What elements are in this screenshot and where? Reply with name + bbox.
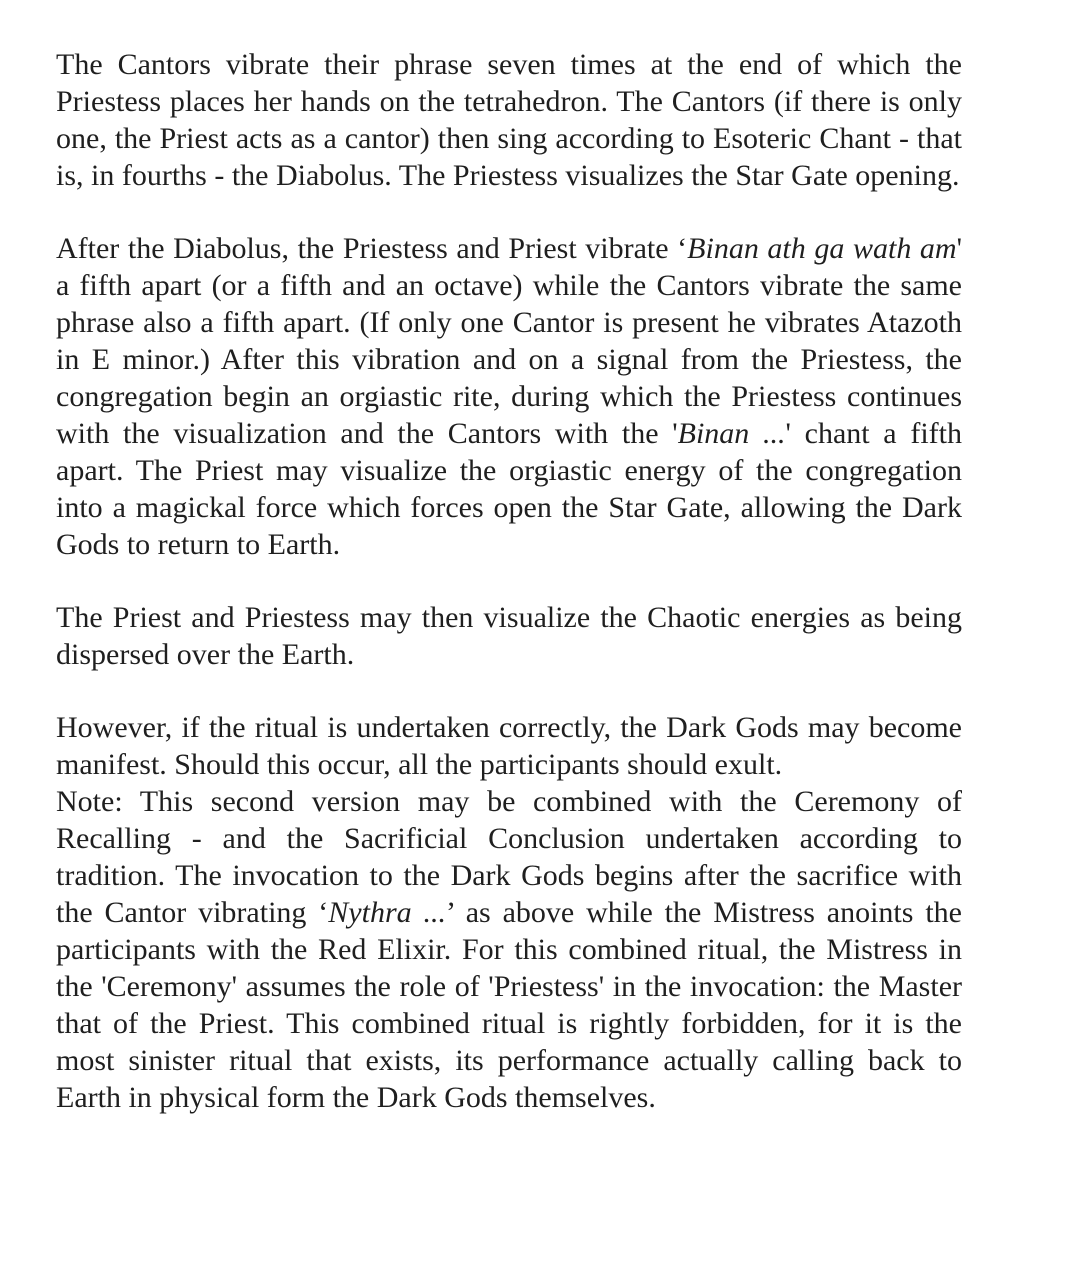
italic-phrase-nythra: Nythra ... bbox=[328, 896, 447, 929]
text-segment: ' chant a fifth apart. The Priest may visualize the orgiastic energy of the congregation into a magickal force which forces open the Star Gate, allowing the Dark Gods to return to Earth. bbox=[56, 417, 962, 561]
text-segment: After the Diabolus, the Priestess and Priest vibrate ‘ bbox=[56, 232, 688, 265]
paragraph-after-diabolus bbox=[56, 230, 962, 563]
text-segment: ' a fifth apart (or a fifth and an octave) while the Cantors vibrate the same phrase also a fifth apart. (If only one Cantor is present he vibrates Atazoth in E minor.) After this vibration and on a signal from the Priestess, the congregation begin an orgiastic rite, during which the Priestess continues with the visualization and the Cantors with the ' bbox=[56, 232, 962, 450]
text-segment-however: However, if the ritual is undertaken correctly, the Dark Gods may become manifest. Should this occur, all the participants should exult. bbox=[56, 711, 962, 781]
paragraph-however-and-note bbox=[56, 709, 962, 1116]
italic-phrase-binan-ath-ga-wath-am: Binan ath ga wath am bbox=[687, 232, 957, 265]
italic-phrase-binan: Binan ... bbox=[677, 417, 786, 450]
text-segment: ’ as above while the Mistress anoints the participants with the Red Elixir. For this combined ritual, the Mistress in the 'Ceremony' assumes the role of 'Priestess' in the invocation: the Master that of the Priest. This combined ritual is rightly forbidden, for it is the most sinister ritual that exists, its performance actually calling back to Earth in physical form the Dark Gods themselves. bbox=[56, 896, 962, 1114]
text-segment: The Cantors vibrate their phrase seven times at the end of which the Priestess places her hands on the tetrahedron. The Cantors (if there is only one, the Priest acts as a cantor) then sing according to Esoteric Chant - that is, in fourths - the Diabolus. The Priestess visualizes the Star Gate opening. bbox=[56, 48, 962, 192]
text-segment-note: Note: This second version may be combined with the Ceremony of Recalling - and the Sacrificial Conclusion undertaken according to tradition. The invocation to the Dark Gods begins after the sacrifice with the Cantor vibrating ‘ bbox=[56, 785, 962, 929]
paragraph-chaotic-energies bbox=[56, 599, 962, 673]
paragraph-cantors-vibrate bbox=[56, 46, 962, 194]
document-page bbox=[56, 46, 962, 1116]
text-segment: The Priest and Priestess may then visualize the Chaotic energies as being dispersed over the Earth. bbox=[56, 601, 962, 671]
